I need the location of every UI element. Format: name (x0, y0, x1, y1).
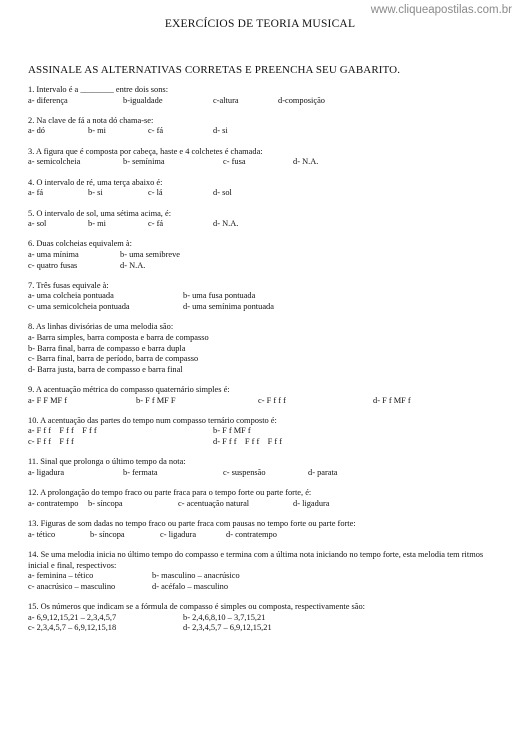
question (28, 488, 498, 509)
answer-option: a- feminina – tético (28, 571, 94, 581)
options-row (28, 365, 498, 376)
answer-option: b- semínima (123, 157, 165, 167)
answer-option: c- F f f F f f (28, 437, 74, 447)
answer-option: a- F F MF f (28, 395, 68, 405)
answer-option: d- N.A. (213, 219, 239, 229)
options-row (28, 613, 498, 624)
answer-option: d- si (213, 126, 228, 136)
answer-option: b- mi (88, 126, 106, 136)
answer-option: d-composição (278, 95, 325, 105)
question-text: 12. A prolongação do tempo fraco ou parte fraca para o tempo forte ou parte forte, é: (28, 488, 312, 498)
answer-option: b- síncopa (88, 498, 123, 508)
options-row (28, 188, 498, 199)
answer-option: b- uma fusa pontuada (183, 291, 256, 301)
question-text: 1. Intervalo é a ________ entre dois sons: (28, 85, 169, 94)
answer-option: c- ligadura (160, 529, 197, 539)
options-row (28, 396, 498, 407)
options-row (28, 571, 498, 582)
answer-option: d- N.A. (293, 157, 319, 167)
options-row (28, 530, 498, 541)
answer-option: d- Barra justa, barra de compasso e barra final (28, 364, 183, 374)
answer-option: d- 2,3,4,5,7 – 6,9,12,15,21 (183, 623, 272, 633)
instructions: ASSINALE AS ALTERNATIVAS CORRETAS E PREENCHA SEU GABARITO. (28, 64, 401, 76)
options-row (28, 582, 498, 593)
options-row (28, 468, 498, 479)
answer-option: d- contratempo (226, 529, 277, 539)
answer-option: d- acéfalo – masculino (152, 581, 229, 591)
question-text: 15. Os números que indicam se a fórmula de compasso é simples ou composta, respectivamente são: (28, 602, 366, 611)
answer-option: c- lá (148, 188, 163, 198)
answer-option: b- si (88, 188, 103, 198)
answer-option: c- Barra final, barra de período, barra de compasso (28, 354, 199, 364)
options-row (28, 426, 498, 437)
answer-option: a- semicolcheia (28, 157, 81, 167)
options-row (28, 250, 498, 261)
question-text: 14. Se uma melodia inicia no último tempo do compasso e termina com a última nota iniciando no tempo forte, esta melodia tem ritmos inicial e final, respectivos: (28, 549, 484, 570)
answer-option: a- uma colcheia pontuada (28, 291, 114, 301)
answer-option: c- fusa (223, 157, 246, 167)
question-text: 13. Figuras de som dadas no tempo fraco ou parte fraca com pausas no tempo forte ou parte forte: (28, 519, 356, 529)
question (28, 116, 498, 137)
answer-option: b- F f MF f (213, 426, 251, 436)
options-row (28, 499, 498, 510)
question (28, 385, 498, 406)
answer-option: d- parata (308, 467, 338, 477)
answer-option: c- F f f f (258, 395, 286, 405)
answer-option: a- sol (28, 219, 47, 229)
answer-option: c- uma semicolcheia pontuada (28, 302, 130, 312)
answer-option: c-altura (213, 95, 239, 105)
question-text: 4. O intervalo de ré, uma terça abaixo é: (28, 177, 163, 187)
question (28, 322, 498, 375)
answer-option: d- N.A. (120, 260, 146, 270)
answer-option: c- fá (148, 219, 164, 229)
answer-option: b- mi (88, 219, 106, 229)
answer-option: a- contratempo (28, 498, 79, 508)
answer-option: c- quatro fusas (28, 260, 78, 270)
answer-option: d- sol (213, 188, 232, 198)
options-row (28, 261, 498, 272)
answer-option: a- dó (28, 126, 45, 136)
question (28, 239, 498, 271)
options-row (28, 126, 498, 137)
answer-option: b-igualdade (123, 95, 163, 105)
question-text: 5. O intervalo de sol, uma sétima acima, é: (28, 208, 172, 218)
answer-option: a- fá (28, 188, 44, 198)
answer-option: a- 6,9,12,15,21 – 2,3,4,5,7 (28, 612, 117, 622)
answer-option: c- 2,3,4,5,7 – 6,9,12,15,18 (28, 623, 117, 633)
question-text: 2. Na clave de fá a nota dó chama-se: (28, 115, 154, 125)
question-text: 11. Sinal que prolonga o último tempo da nota: (28, 457, 186, 467)
answer-option: c- acentuação natural (178, 498, 250, 508)
options-row (28, 302, 498, 313)
question (28, 85, 498, 106)
watermark: www.cliqueapostilas.com.br (370, 4, 512, 16)
options-row (28, 437, 498, 448)
answer-option: d- ligadura (293, 498, 330, 508)
question-text: 8. As linhas divisórias de uma melodia são: (28, 322, 174, 332)
options-row (28, 157, 498, 168)
options-row (28, 291, 498, 302)
question (28, 281, 498, 313)
answer-option: b- síncopa (90, 529, 125, 539)
question (28, 519, 498, 540)
answer-option: d- uma semínima pontuada (183, 302, 274, 312)
question-text: 10. A acentuação das partes do tempo num compasso ternário composto é: (28, 415, 277, 425)
answer-option: c- suspensão (223, 467, 266, 477)
answer-option: b- uma semibreve (120, 249, 180, 259)
question (28, 457, 498, 478)
question (28, 178, 498, 199)
answer-option: a- uma mínima (28, 249, 79, 259)
options-row (28, 96, 498, 107)
answer-option: a- diferença (28, 95, 68, 105)
answer-option: b- F f MF F (136, 395, 176, 405)
answer-option: a- Barra simples, barra composta e barra de compasso (28, 332, 209, 342)
answer-option: a- ligadura (28, 467, 65, 477)
question-text: 3. A figura que é composta por cabeça, haste e 4 colchetes é chamada: (28, 146, 263, 156)
answer-option: b- masculino – anacrúsico (152, 571, 240, 581)
question (28, 416, 498, 448)
page-title: EXERCÍCIOS DE TEORIA MUSICAL (164, 18, 356, 30)
answer-option: a- F f f F f f F f f (28, 426, 97, 436)
question (28, 602, 498, 634)
answer-option: c- anacrúsico – masculino (28, 581, 116, 591)
question (28, 147, 498, 168)
question-text: 6. Duas colcheias equivalem à: (28, 239, 132, 249)
answer-option: d- F f MF f (373, 395, 411, 405)
answer-option: a- tético (28, 529, 56, 539)
answer-option: c- fá (148, 126, 164, 136)
question-text: 7. Três fusas equivale à: (28, 280, 109, 290)
answer-option: b- fermata (123, 467, 158, 477)
question-text: 9. A acentuação métrica do compasso quaternário simples é: (28, 384, 230, 394)
answer-option: b- Barra final, barra de compasso e barra dupla (28, 343, 186, 353)
options-row (28, 219, 498, 230)
question (28, 209, 498, 230)
options-row (28, 623, 498, 634)
question-list (28, 85, 498, 643)
options-row (28, 333, 498, 344)
options-row (28, 354, 498, 365)
options-row (28, 344, 498, 355)
answer-option: d- F f f F f f F f f (213, 437, 283, 447)
answer-option: b- 2,4,6,8,10 – 3,7,15,21 (183, 612, 266, 622)
question (28, 550, 498, 592)
